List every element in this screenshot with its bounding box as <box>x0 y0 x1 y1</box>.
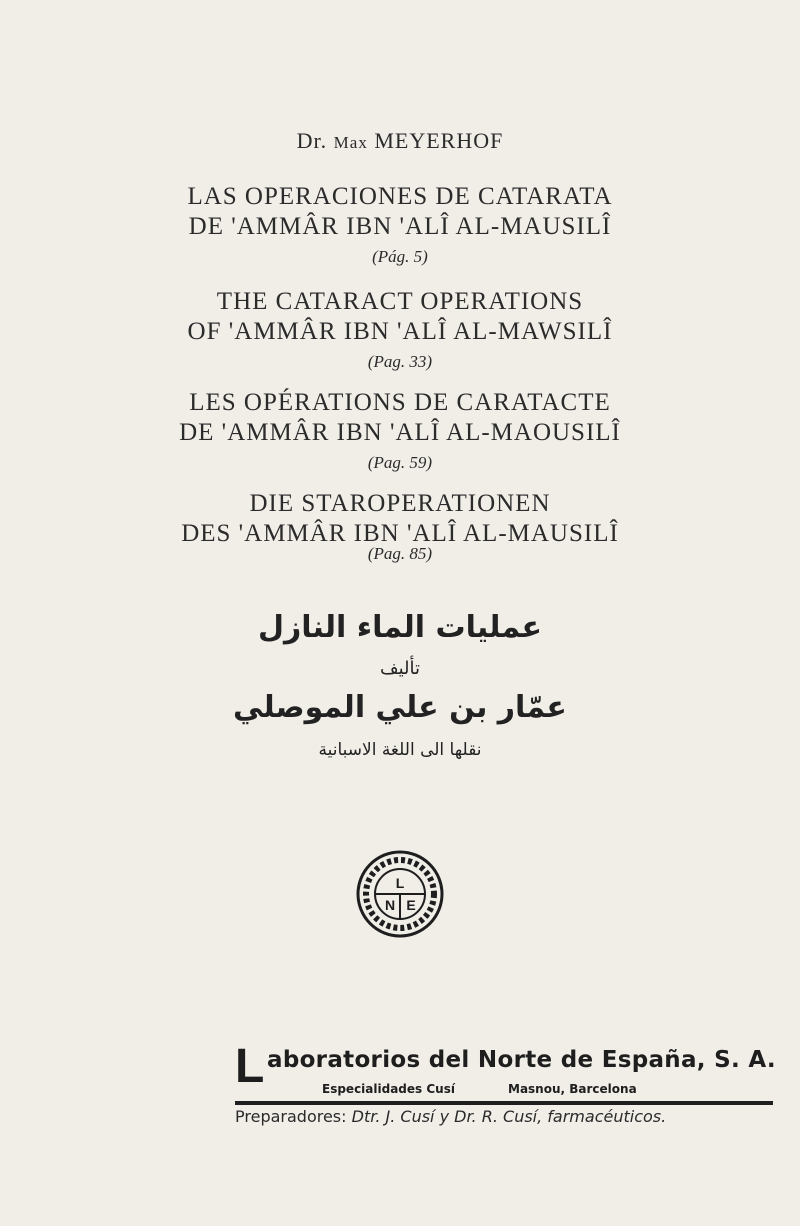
title-de-line1: DIE STAROPERATIONEN <box>249 490 551 517</box>
arabic-title: عمليات الماء النازل <box>257 610 543 645</box>
lab-initial: L <box>235 1040 265 1093</box>
title-es-line1: LAS OPERACIONES DE CATARATA <box>187 183 613 210</box>
title-de-page: (Pag. 85) <box>367 544 433 563</box>
logo-letter-e: E <box>406 897 416 913</box>
lab-specialties: Especialidades Cusí <box>322 1082 455 1096</box>
title-es-page: (Pág. 5) <box>372 247 428 266</box>
title-fr-page: (Pag. 59) <box>367 453 433 472</box>
title-fr-line2: DE 'AMMÂR IBN 'ALÎ AL-MAOUSILÎ <box>179 419 621 446</box>
author-prefix: Dr. <box>296 128 328 153</box>
title-en-line2: OF 'AMMÂR IBN 'ALÎ AL-MAWSILÎ <box>187 318 613 345</box>
author-first-name: Max <box>333 133 368 152</box>
arabic-translation-note: نقلها الى اللغة الاسبانية <box>318 740 482 760</box>
logo-letter-n: N <box>384 897 396 913</box>
arabic-author: عمّار بن علي الموصلي <box>233 690 567 725</box>
arabic-subtitle: تأليف <box>379 658 421 679</box>
preparadores-line <box>235 1107 666 1126</box>
title-es-line2: DE 'AMMÂR IBN 'ALÎ AL-MAUSILÎ <box>188 213 612 240</box>
author-last-name: MEYERHOF <box>374 128 504 153</box>
author-line <box>0 128 800 154</box>
preparadores-names: Dtr. J. Cusí y Dr. R. Cusí, farmacéuticos. <box>351 1107 667 1126</box>
title-en-line1: THE CATARACT OPERATIONS <box>216 288 584 315</box>
title-de-line2: DES 'AMMÂR IBN 'ALÎ AL-MAUSILÎ <box>181 520 619 547</box>
laboratory-logo-icon <box>356 850 444 938</box>
logo-letter-l: L <box>395 875 405 891</box>
lab-location: Masnou, Barcelona <box>508 1082 637 1096</box>
title-fr-line1: LES OPÉRATIONS DE CARATACTE <box>189 389 611 416</box>
title-en-page: (Pag. 33) <box>367 352 433 371</box>
lab-name: aboratorios del Norte de España, S. A. <box>267 1047 776 1073</box>
preparadores-label: Preparadores: <box>235 1107 347 1126</box>
divider-rule <box>235 1101 773 1105</box>
